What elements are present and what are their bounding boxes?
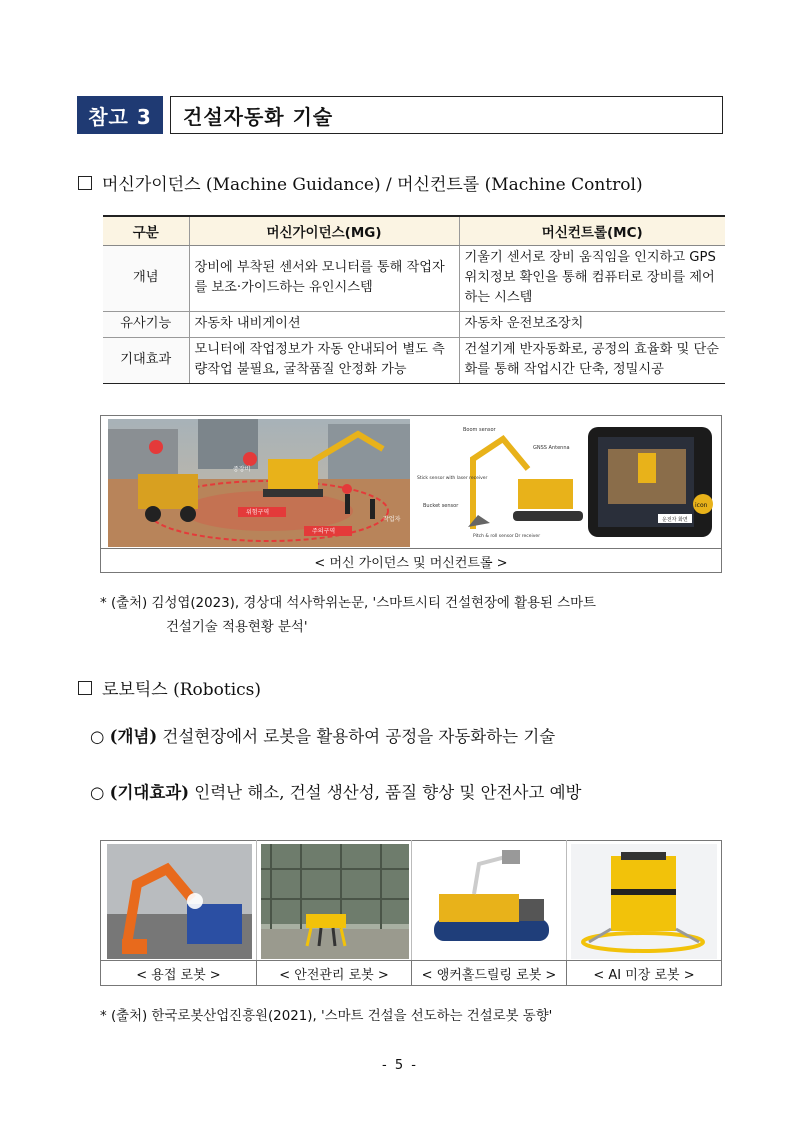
safety-robot-image xyxy=(261,844,409,959)
table-cell-mc: 자동차 운전보조장치 xyxy=(459,311,725,337)
robot-caption: < AI 미장 로봇 > xyxy=(566,960,721,986)
table-header-cell: 머신컨트롤(MC) xyxy=(459,216,725,245)
comparison-table xyxy=(103,215,725,384)
reference-label: 참고 3 xyxy=(77,96,163,134)
table-cell-mc: 기울기 센서로 장비 움직임을 인지하고 GPS 위치정보 확인을 통해 컴퓨터로 장비를 제어하는 시스템 xyxy=(459,245,725,311)
construction-site-image xyxy=(108,419,410,547)
danger-zone-label: 위험구역 xyxy=(246,509,270,516)
table-cell-mg: 자동차 내비게이션 xyxy=(189,311,459,337)
stick-sensor-label: Stick sensor with laser receiver xyxy=(417,476,488,481)
bullet-keyword: (개념) xyxy=(109,727,158,746)
bullet-expected-effect xyxy=(90,779,581,803)
source-line: * (출처) 한국로봇산업진흥원(2021), '스마트 건설을 선도하는 건설로봇 동향' xyxy=(100,1009,553,1024)
table-cell-category: 유사기능 xyxy=(103,311,189,337)
checkbox-square-icon xyxy=(78,176,92,190)
gnss-label: GNSS Antenna xyxy=(533,445,570,451)
grid-divider xyxy=(566,840,567,960)
table-cell-mg: 장비에 부착된 센서와 모니터를 통해 작업자를 보조·가이드하는 유인시스템 xyxy=(189,245,459,311)
grid-divider xyxy=(411,840,412,960)
driver-screen-label: 운전자 화면 xyxy=(662,517,688,523)
brand-label: icon xyxy=(695,502,708,509)
bucket-sensor-label: Bucket sensor xyxy=(423,503,459,509)
reference-title: 건설자동화 기술 xyxy=(170,96,723,134)
source-line: 건설기술 적용현황 분석' xyxy=(166,620,308,635)
section-title: 머신가이던스 (Machine Guidance) / 머신컨트롤 (Machine Control) xyxy=(102,175,643,195)
caution-zone-label: 주의구역 xyxy=(312,528,336,535)
reference-header xyxy=(77,96,723,134)
table-row xyxy=(103,337,725,383)
section-robotics xyxy=(78,675,261,700)
table-header-cell: 머신가이던스(MG) xyxy=(189,216,459,245)
ai-plastering-robot-image xyxy=(571,844,717,959)
checkbox-square-icon xyxy=(78,681,92,695)
circle-bullet-icon: ○ xyxy=(90,783,105,802)
source-line: * (출처) 김성엽(2023), 경상대 석사학위논문, '스마트시티 건설현장에 활용된 스마트 xyxy=(100,596,596,611)
robot-caption: < 용접 로봇 > xyxy=(101,960,256,986)
bullet-concept xyxy=(90,723,555,747)
robot-caption: < 안전관리 로봇 > xyxy=(256,960,411,986)
figure-caption: < 머신 가이던스 및 머신컨트롤 > xyxy=(101,548,721,573)
table-header-cell: 구분 xyxy=(103,216,189,245)
boom-sensor-label: Boom sensor xyxy=(463,427,496,433)
anchor-drilling-robot-image xyxy=(414,844,564,959)
table-row xyxy=(103,311,725,337)
table-cell-mc: 건설기계 반자동화로, 공정의 효율화 및 단순화를 통해 작업시간 단축, 정밀시공 xyxy=(459,337,725,383)
pitch-roll-label: Pitch & roll sensor xyxy=(473,534,514,539)
table-row xyxy=(103,245,725,311)
worker-label: 작업자 xyxy=(383,516,401,523)
source-citation-1 xyxy=(100,592,596,640)
page-number: - 5 - xyxy=(382,1058,418,1073)
table-header-row xyxy=(103,216,725,245)
table-cell-category: 기대효과 xyxy=(103,337,189,383)
section-title: 로보틱스 (Robotics) xyxy=(102,680,262,700)
table-cell-mg: 모니터에 작업정보가 자동 안내되어 별도 측량작업 불필요, 굴착품질 안정화 가능 xyxy=(189,337,459,383)
welding-robot-image xyxy=(107,844,252,959)
table-cell-category: 개념 xyxy=(103,245,189,311)
section-machine-guidance xyxy=(78,170,643,195)
receiver-label: Dr receiver xyxy=(515,534,541,539)
circle-bullet-icon: ○ xyxy=(90,727,105,746)
bullet-text: 건설현장에서 로봇을 활용하여 공정을 자동화하는 기술 xyxy=(157,727,556,746)
excavator-sensor-diagram xyxy=(413,419,717,547)
grid-divider xyxy=(256,840,257,960)
machine-guidance-figure xyxy=(100,415,722,573)
source-citation-2 xyxy=(100,1005,552,1029)
bullet-text: 인력난 해소, 건설 생산성, 품질 향상 및 안전사고 예방 xyxy=(189,783,582,802)
equipment-label: 중장비 xyxy=(233,466,251,473)
bullet-keyword: (기대효과) xyxy=(109,783,190,802)
robot-caption: < 앵커홀드릴링 로봇 > xyxy=(411,960,566,986)
